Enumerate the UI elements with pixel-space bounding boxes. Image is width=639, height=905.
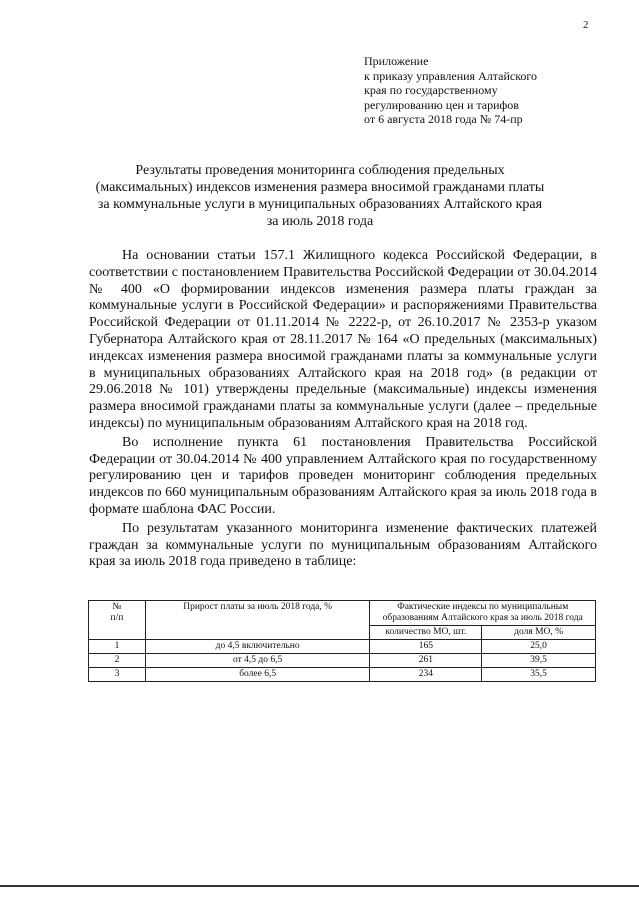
- results-table: [88, 600, 596, 682]
- paragraph: На основании статьи 157.1 Жилищного кодекса Российской Федерации, в соответствии с постановлением Правительства Российской Федерации от 30.04.2014 № 400 «О формировании индексов изменения размера платы граждан за коммунальные услуги в Российской Федерации» и распоряжениями Правительства Российской Федерации от 01.11.2014 № 2222-р, от 26.10.2017 № 2353-р указом Губернатора Алтайского края от 28.11.2017 № 164 «О предельных (максимальных) индексах изменения размера вносимой гражданами платы за коммунальные услуги в муниципальных образованиях Алтайского края на 2018 год» (в редакции от 29.06.2018 № 101) утверждены предельные (максимальные) индексы изменения размера вносимой гражданами платы за коммунальные услуги (далее – предельные индексы) по муниципальным образованиям Алтайского края на 2018 год.: [89, 248, 597, 431]
- table-header-row: [89, 601, 596, 626]
- cell-growth: более 6,5: [145, 668, 370, 682]
- cell-growth: от 4,5 до 6,5: [145, 654, 370, 668]
- header-count: количество МО, шт.: [370, 626, 482, 640]
- cell-count: 165: [370, 640, 482, 654]
- cell-count: 261: [370, 654, 482, 668]
- cell-count: 234: [370, 668, 482, 682]
- appendix-line: Приложение: [364, 54, 429, 68]
- header-share: доля МО, %: [482, 626, 596, 640]
- paragraph: Во исполнение пункта 61 постановления Правительства Российской Федерации от 30.04.2014 № 400 управлением Алтайского края по государственному регулированию цен и тарифов проведен мониторинг соблюдения предельных индексов по 660 муниципальным образованиям Алтайского края за июль 2018 года в формате шаблона ФАС России.: [89, 434, 597, 517]
- cell-share: 39,5: [482, 654, 596, 668]
- appendix-line: от 6 августа 2018 года № 74-пр: [364, 112, 523, 126]
- appendix-block: [364, 54, 537, 127]
- appendix-line: регулированию цен и тарифов: [364, 97, 519, 112]
- paragraph: По результатам указанного мониторинга изменение фактических платежей граждан за коммунальные услуги по муниципальным образованиям Алтайского края за июль 2018 года приведено в таблице:: [89, 520, 597, 570]
- header-growth: Прирост платы за июль 2018 года, %: [145, 601, 370, 640]
- page-number: 2: [583, 19, 589, 31]
- document-title: [60, 162, 580, 230]
- cell-share: 25,0: [482, 640, 596, 654]
- title-line: (максимальных) индексов изменения размера вносимой гражданами платы: [95, 180, 545, 195]
- cell-num: 3: [89, 668, 146, 682]
- cell-num: 2: [89, 654, 146, 668]
- cell-num: 1: [89, 640, 146, 654]
- appendix-line: края по государственному: [364, 83, 498, 97]
- title-line: за коммунальные услуги в муниципальных образованиях Алтайского края: [97, 197, 543, 212]
- table-row: [89, 640, 596, 654]
- header-actual: Фактические индексы по муниципальным образованиям Алтайского края за июль 2018 года: [370, 601, 596, 626]
- title-line: Результаты проведения мониторинга соблюдения предельных: [135, 163, 505, 178]
- title-line: за июль 2018 года: [266, 214, 374, 229]
- cell-growth: до 4,5 включительно: [145, 640, 370, 654]
- body-text: [89, 248, 597, 573]
- header-num: № п/п: [89, 601, 146, 640]
- table-row: [89, 654, 596, 668]
- scan-edge-line: [0, 885, 639, 887]
- appendix-line: к приказу управления Алтайского: [364, 68, 538, 83]
- table-row: [89, 668, 596, 682]
- cell-share: 35,5: [482, 668, 596, 682]
